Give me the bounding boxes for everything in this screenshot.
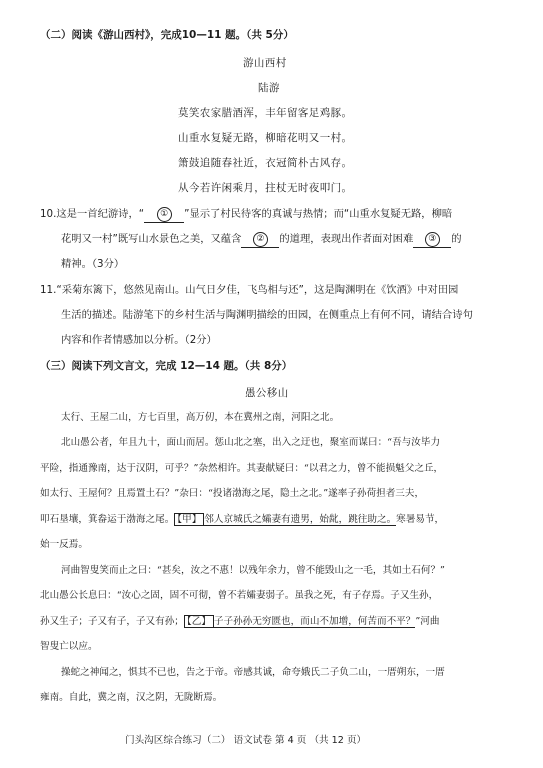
passage-p3-line-4: 智叟亡以应。: [40, 641, 98, 652]
poem-title: 游山西村: [243, 57, 287, 69]
question-10-line-3: 精神。（3分）: [61, 258, 125, 270]
passage-p4-line-1: 操蛇之神闻之，惧其不已也，告之于帝。帝感其诚，命夸娥氏二子负二山，一厝朔东，一厝: [61, 667, 445, 678]
question-11-number: 11.: [40, 284, 57, 296]
passage-p2-line-1: 北山愚公者，年且九十，面山而居。惩山北之塞，出入之迂也，聚室而谋曰：“吾与汝毕力: [61, 437, 441, 448]
question-10-line-2: 花明又一村”既写山水景色之美，又蕴含 ② 的道理，表现出作者面对困难 ③ 的: [61, 231, 462, 248]
poem-line-4: 从今若许闲乘月，拄杖无时夜叩门。: [178, 182, 353, 194]
passage-p3-line-2: 北山愚公长息曰：“汝心之固，固不可彻，曾不若孀妻弱子。虽我之死，有子存焉。子又生孙，: [40, 590, 439, 601]
passage-p2-line-4: 叩石垦壤，箕畚运于渤海之尾。 【甲】 邻人京城氏之孀妻有遗男，始龀，跳往助之。寒暑易节，: [40, 514, 445, 525]
question-11-line-1: 11.“采菊东篱下，悠然见南山。山气日夕佳，飞鸟相与还”，这是陶渊明在《饮酒》中对田园: [40, 284, 459, 296]
answer-blank-2: ②: [241, 231, 279, 248]
section2-heading: （二）阅读《游山西村》，完成10—11 题。（共 5分）: [40, 29, 294, 41]
answer-blank-1: ①: [144, 206, 184, 223]
poem-line-1: 莫笑农家腊酒浑，丰年留客足鸡豚。: [178, 107, 353, 119]
section3-heading: （三）阅读下列文言文，完成 12—14 题。（共 8分）: [40, 360, 293, 372]
answer-blank-3: ③: [413, 231, 451, 248]
underlined-sentence-yi: 子子孙孙无穷匮也，而山不加增，何苦而不平？: [213, 616, 416, 627]
passage-p3-line-3: 孙又生子；子又有子，子又有孙； 【乙】 子子孙孙无穷匮也，而山不加增，何苦而不平？”河曲: [40, 616, 440, 627]
question-11-line-3: 内容和作者情感加以分析。（2分）: [61, 334, 217, 346]
question-10-number: 10.: [40, 208, 57, 220]
passage-p4-line-2: 雍南。自此，冀之南，汉之阴，无陇断焉。: [40, 692, 223, 703]
sentence-marker-jia: 【甲】: [174, 513, 204, 526]
poem-line-3: 箫鼓追随春社近，衣冠简朴古风存。: [178, 157, 353, 169]
passage-paragraph-1: 太行、王屋二山，方七百里，高万仞，本在冀州之南，河阳之北。: [61, 412, 340, 423]
poem-author: 陆游: [258, 82, 280, 94]
poem-line-2: 山重水复疑无路，柳暗花明又一村。: [178, 132, 353, 144]
sentence-marker-yi: 【乙】: [184, 615, 214, 628]
question-11-line-2: 生活的描述。陆游笔下的乡村生活与陶渊明描绘的田园，在侧重点上有何不同，请结合诗句: [61, 309, 473, 321]
question-10-line-1: 10.这是一首纪游诗，“ ① ”显示了村民待客的真诚与热情；而“山重水复疑无路，柳暗: [40, 206, 452, 223]
page-footer: 门头沟区综合练习（二） 语文试卷 第 4 页 （共 12 页）: [125, 735, 367, 746]
passage-p2-line-2: 平险，指通豫南，达于汉阴，可乎？”杂然相许。其妻献疑曰：“以君之力，曾不能损魁父之丘，: [40, 463, 444, 474]
passage-p2-line-5: 始一反焉。: [40, 539, 88, 550]
passage-p3-line-1: 河曲智叟笑而止之曰：“甚矣，汝之不惠！以残年余力，曾不能毁山之一毛，其如土石何？”: [61, 565, 445, 576]
classical-text-title: 愚公移山: [245, 387, 289, 399]
passage-p2-line-3: 如太行、王屋何？且焉置土石？”杂曰：“投诸渤海之尾，隐土之北。”遂率子孙荷担者三夫，: [40, 488, 425, 499]
underlined-sentence-jia: 邻人京城氏之孀妻有遗男，始龀，跳往助之。: [204, 514, 397, 525]
